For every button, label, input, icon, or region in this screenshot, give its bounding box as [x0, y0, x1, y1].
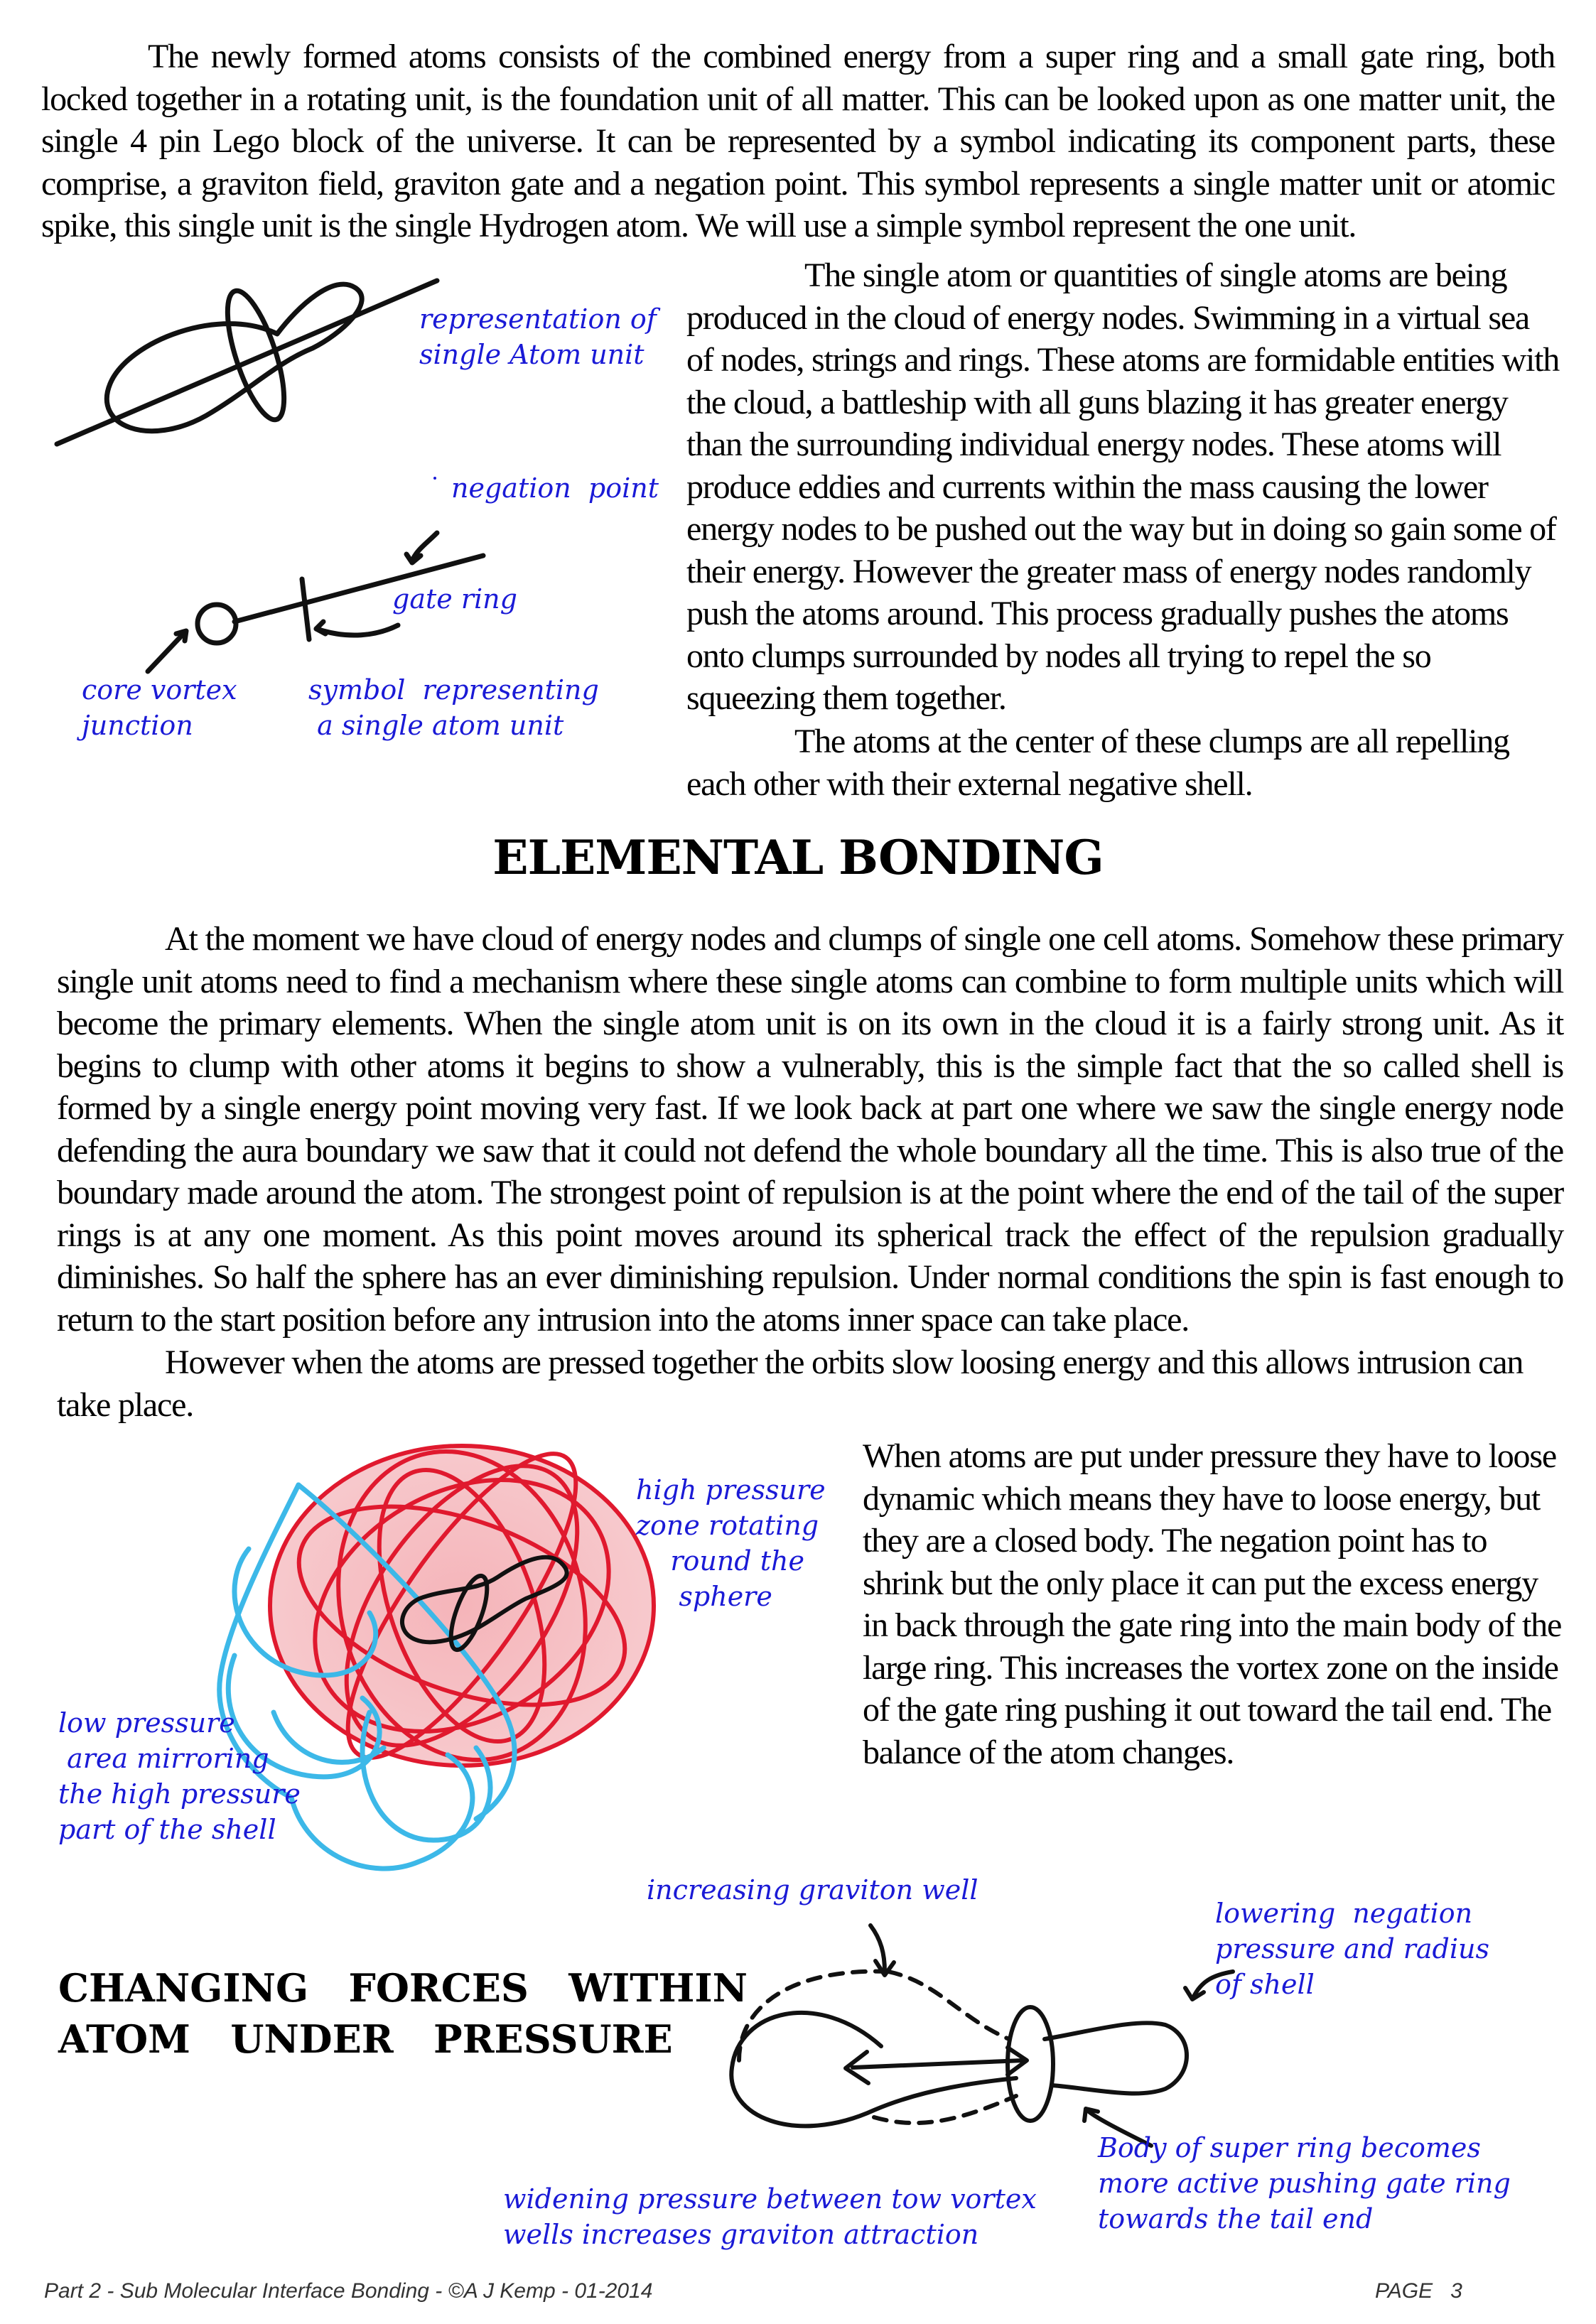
column1-paragraph2: The atoms at the center of these clumps are all repelling each other with their external negative shell. — [686, 723, 1509, 803]
footer-left: Part 2 - Sub Molecular Interface Bonding - ©A J Kemp - 01-2014 — [44, 2279, 653, 2303]
label-lowering-negation: lowering negation pressure and radius of shell — [1215, 1898, 1489, 2000]
section-paragraph1: At the moment we have cloud of energy nodes and clumps of single one cell atoms. Somehow these primary single unit atoms need to find a mechanism where these single atoms can combine to form multiple units which will become the primary elements. When the single atom unit is on its own in the cloud it is a fairly strong unit. As it begins to clump with other atoms it begins to show a vulnerably, this is the simple fact that the so called shell is formed by a single energy point moving very fast. If we look back at part one where we saw the single energy node defending the aura boundary we saw that it could not defend the whole boundary all the time. This is also true of the boundary made around the atom. The strongest point of repulsion is at the point where the end of the tail of the super rings is at any one moment. As this point moves around its spherical track the effect of the repulsion gradually diminishes. So half the sphere has an ever diminishing repulsion. Under normal conditions the spin is fast enough to return to the start position before any intrusion into the atoms inner space can take place. — [57, 920, 1563, 1339]
column2-paragraph: When atoms are put under pressure they have to loose dynamic which means they have to loose energy, but they are a closed body. The negation point has to shrink but the only place it can put the excess energy in back through the gate ring into the main body of the large ring. This increases the vortex zone on the inside of the gate ring pushing it out toward the tail end. The balance of the atom changes. — [863, 1437, 1562, 1771]
changing-forces-title: CHANGING FORCES WITHIN ATOM UNDER PRESSURE — [58, 1965, 748, 2062]
label-high-pressure: high pressure zone rotating round the sphere — [636, 1474, 826, 1612]
label-core-vortex: core vortex junction — [82, 674, 237, 741]
label-symbol: symbol representing a single atom unit — [308, 674, 599, 741]
intro-paragraph: The newly formed atoms consists of the combined energy from a super ring and a small gate ring, both locked together in a rotating unit, is the foundation unit of all matter. This can be looked upon as one matter unit, the single 4 pin Lego block of the universe. It can be represented by a symbol indicating its component parts, these comprise, a graviton field, graviton gate and a negation point. This symbol represents a single matter unit or atomic spike, this single unit is the single Hydrogen atom. We will use a simple symbol represent the one unit. — [41, 38, 1555, 244]
section-title: ELEMENTAL BONDING — [492, 830, 1104, 885]
label-widening-pressure: widening pressure between tow vortex wells increases graviton attraction — [503, 2183, 1037, 2250]
label-gate-ring: gate ring — [392, 583, 517, 615]
label-body-super-ring: Body of super ring becomes more active pushing gate ring towards the tail end — [1098, 2132, 1511, 2234]
label-low-pressure: low pressure area mirroring the high pressure part of the shell — [58, 1707, 301, 1845]
label-negation-point: negation point — [451, 472, 659, 504]
column1-paragraph1: The single atom or quantities of single atoms are being produced in the cloud of energy nodes. Swimming in a virtual sea of nodes, strings and rings. These atoms are formidable entities with the cloud, a battleship with all guns blazing it has greater energy than the surrounding individual energy nodes. These atoms will produce eddies and currents within the mass causing the lower energy nodes to be pushed out the way but in doing so gain some of their energy. However the greater mass of energy nodes randomly push the atoms around. This process gradually pushes the atoms onto clumps surrounded by nodes all trying to repel the so squeezing them together. — [686, 256, 1560, 717]
footer-page-number: PAGE 3 — [1375, 2279, 1462, 2303]
section-paragraph2: However when the atoms are pressed together the orbits slow loosing energy and this allows intrusion can take place. — [57, 1344, 1524, 1424]
label-single-atom: representation of single Atom unit — [419, 303, 657, 370]
label-graviton-well: increasing graviton well — [647, 1874, 978, 1906]
